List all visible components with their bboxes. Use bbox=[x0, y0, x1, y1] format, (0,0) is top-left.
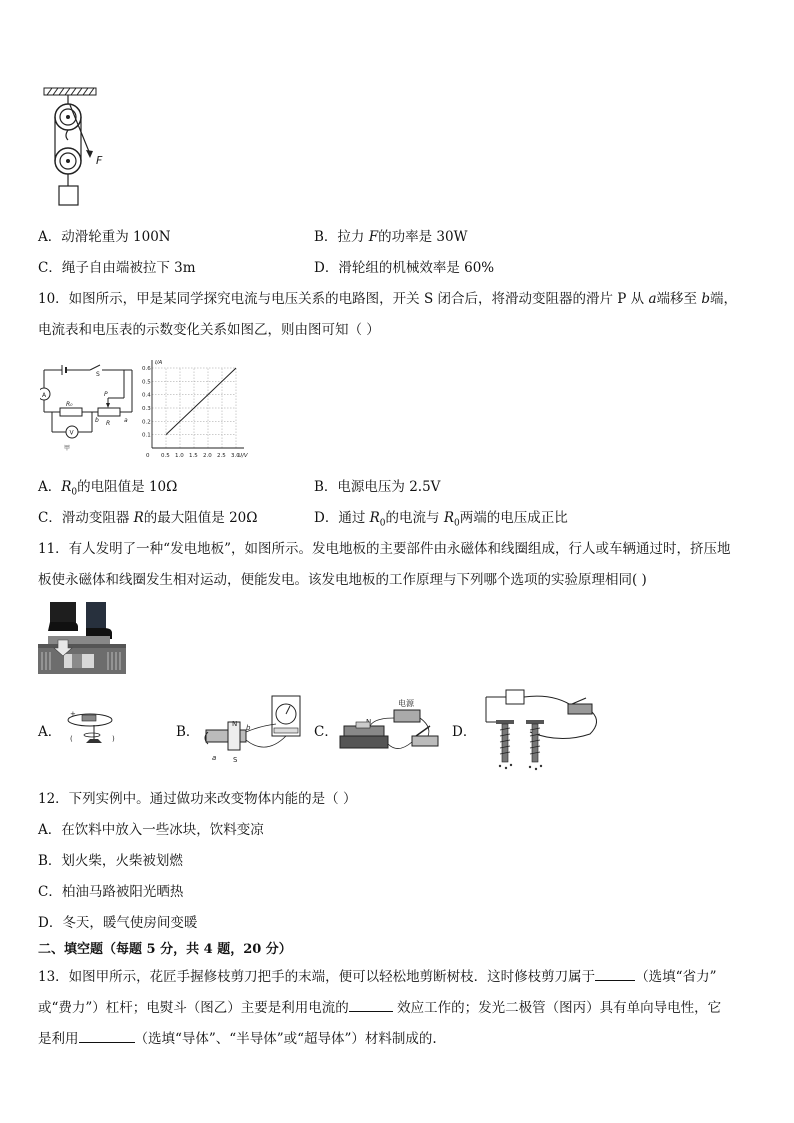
x-tick-label: 1.0 bbox=[175, 453, 184, 459]
q10-a-sub: 0 bbox=[71, 487, 78, 498]
q13-l2-post: 效应工作的；发光二极管（图丙）具有单向导电性，它 bbox=[392, 1000, 722, 1016]
q10-d-sub1: 0 bbox=[379, 518, 386, 529]
q11-stem-line1: 11．有人发明了一种“发电地板”，如图所示。发电地板的主要部件由永磁体和线圈组成，行人或车辆通过时，挤压地 bbox=[38, 541, 731, 557]
y-tick-label: 0.3 bbox=[142, 406, 151, 412]
q10-c-var: R bbox=[133, 510, 144, 526]
q13-l3-pre: 是利用 bbox=[38, 1031, 79, 1047]
q11-option-a[interactable]: A． bbox=[38, 724, 62, 740]
q11-option-b-figure bbox=[198, 692, 304, 764]
q13-blank-1[interactable] bbox=[595, 966, 635, 981]
q11-option-d-figure bbox=[482, 688, 606, 774]
origin-label: 0 bbox=[146, 453, 150, 459]
y-tick-label: 0.6 bbox=[142, 366, 151, 372]
q13-l1-pre: 13．如图甲所示，花匠手握修枝剪刀把手的末端，便可以轻松地剪断树枝．这时修枝剪刀属于 bbox=[38, 969, 596, 985]
q13-line1 bbox=[38, 966, 717, 987]
r-label: R bbox=[106, 420, 111, 427]
q13-l1-post: （选填“省力” bbox=[635, 969, 717, 985]
q11-option-c[interactable]: C． bbox=[314, 724, 338, 740]
option-b-s-label: S bbox=[233, 756, 238, 764]
option-b-n-label: N bbox=[232, 720, 238, 728]
x-tick-label: 3.0 bbox=[231, 453, 240, 459]
option-b-b-label: b bbox=[246, 724, 251, 732]
q13-blank-3[interactable] bbox=[79, 1028, 135, 1043]
q13-line2 bbox=[38, 997, 721, 1018]
q10-option-a[interactable] bbox=[38, 477, 177, 503]
q9-option-b[interactable] bbox=[314, 227, 467, 247]
x-tick-label: 1.5 bbox=[189, 453, 198, 459]
switch-label: S bbox=[96, 371, 100, 378]
q11-stem-line2: 板使永磁体和线圈发生相对运动，便能发电。该发电地板的工作原理与下列哪个选项的实验原理相同( ) bbox=[38, 572, 647, 588]
q10-circuit-diagram bbox=[40, 362, 140, 454]
q12-stem: 12．下列实例中。通过做功来改变物体内能的是（ ） bbox=[38, 791, 357, 807]
force-label: F bbox=[96, 154, 103, 167]
data-line bbox=[166, 368, 236, 435]
a-label: a bbox=[124, 417, 128, 424]
q9-option-b-pre: B．拉力 bbox=[314, 229, 369, 245]
q10-l1-mid: 端移至 bbox=[656, 291, 702, 307]
q10-l1-post: 端， bbox=[709, 291, 737, 307]
q10-l1-b: b bbox=[701, 291, 710, 307]
q13-blank-2[interactable] bbox=[349, 997, 393, 1012]
x-tick-label: 0.5 bbox=[161, 453, 170, 459]
svg-text:(: ( bbox=[70, 735, 73, 743]
q10-l1-pre: 10．如图所示，甲是某同学探究电流与电压关系的电路图，开关 S 闭合后，将滑动变阻器的滑片 P 从 bbox=[38, 291, 649, 307]
q11-option-c-figure bbox=[336, 696, 444, 758]
q10-d-var1: R bbox=[369, 510, 380, 526]
q9-option-b-post: 的功率是 30W bbox=[378, 229, 468, 245]
q12-option-b[interactable]: B．划火柴，火柴被划燃 bbox=[38, 853, 183, 869]
b-label: b bbox=[95, 417, 99, 424]
q10-d-post: 两端的电压成正比 bbox=[459, 510, 568, 526]
q13-line3 bbox=[38, 1028, 437, 1049]
q10-stem-line1 bbox=[38, 289, 737, 309]
y-axis-label: I/A bbox=[155, 360, 163, 366]
option-c-power-label: 电源 bbox=[398, 699, 414, 708]
q9-option-b-var: F bbox=[368, 229, 379, 245]
y-tick-label: 0.2 bbox=[142, 419, 151, 426]
q10-option-c[interactable] bbox=[38, 508, 257, 528]
q11-option-d[interactable]: D． bbox=[452, 724, 477, 740]
q13-l2-pre: 或“费力”）杠杆；电熨斗（图乙）主要是利用电流的 bbox=[38, 1000, 349, 1016]
q10-d-var2: R bbox=[443, 510, 454, 526]
ammeter-label: A bbox=[42, 392, 47, 399]
y-tick-label: 0.5 bbox=[142, 379, 151, 386]
power-floor-illustration bbox=[38, 600, 126, 676]
q10-d-sub2: 0 bbox=[454, 518, 460, 529]
q10-d-pre: D．通过 bbox=[314, 510, 370, 526]
svg-text:+: + bbox=[70, 710, 76, 718]
q10-option-d[interactable] bbox=[314, 508, 568, 534]
voltmeter-label: V bbox=[69, 429, 74, 437]
q10-l1-a: a bbox=[648, 291, 657, 307]
r0-label: R₀ bbox=[66, 401, 73, 408]
pulley-system-figure bbox=[40, 84, 120, 212]
q10-option-b[interactable]: B．电源电压为 2.5V bbox=[314, 479, 441, 495]
q12-option-c[interactable]: C．柏油马路被阳光晒热 bbox=[38, 884, 184, 900]
q10-d-mid: 的电流与 bbox=[385, 510, 444, 526]
y-tick-label: 0.4 bbox=[142, 392, 151, 399]
y-tick-label: 0.1 bbox=[142, 432, 151, 439]
q12-option-a[interactable]: A．在饮料中放入一些冰块，饮料变凉 bbox=[38, 822, 264, 838]
q10-iu-graph bbox=[136, 358, 256, 466]
section-heading: 二、填空题（每题 5 分，共 4 题，20 分） bbox=[38, 942, 292, 957]
q10-c-pre: C．滑动变阻器 bbox=[38, 510, 134, 526]
q10-c-post: 的最大阻值是 20Ω bbox=[143, 510, 258, 526]
q10-a-post: 的电阻值是 10Ω bbox=[77, 479, 178, 495]
x-axis-label: U/V bbox=[238, 453, 248, 459]
q10-stem-line2: 电流表和电压表的示数变化关系如图乙，则由图可知（ ） bbox=[38, 322, 380, 338]
circuit-caption: 甲 bbox=[64, 445, 71, 452]
q10-a-var: R bbox=[61, 479, 72, 495]
p-label: P bbox=[104, 391, 108, 398]
x-tick-label: 2.0 bbox=[203, 453, 212, 459]
q11-option-a-figure bbox=[62, 705, 124, 749]
q11-option-b[interactable]: B． bbox=[176, 724, 200, 740]
q9-option-a[interactable]: A．动滑轮重为 100N bbox=[38, 229, 171, 245]
svg-text:): ) bbox=[112, 735, 115, 743]
q9-option-d[interactable]: D．滑轮组的机械效率是 60% bbox=[314, 260, 495, 276]
option-b-a-label: a bbox=[212, 754, 217, 762]
x-tick-label: 2.5 bbox=[217, 453, 226, 459]
q10-a-pre: A． bbox=[38, 479, 62, 495]
q13-l3-post: （选填“导体”、“半导体”或“超导体”）材料制成的. bbox=[134, 1031, 437, 1047]
q12-option-d[interactable]: D．冬天，暖气使房间变暖 bbox=[38, 915, 198, 931]
q9-option-c[interactable]: C．绳子自由端被拉下 3m bbox=[38, 260, 196, 276]
